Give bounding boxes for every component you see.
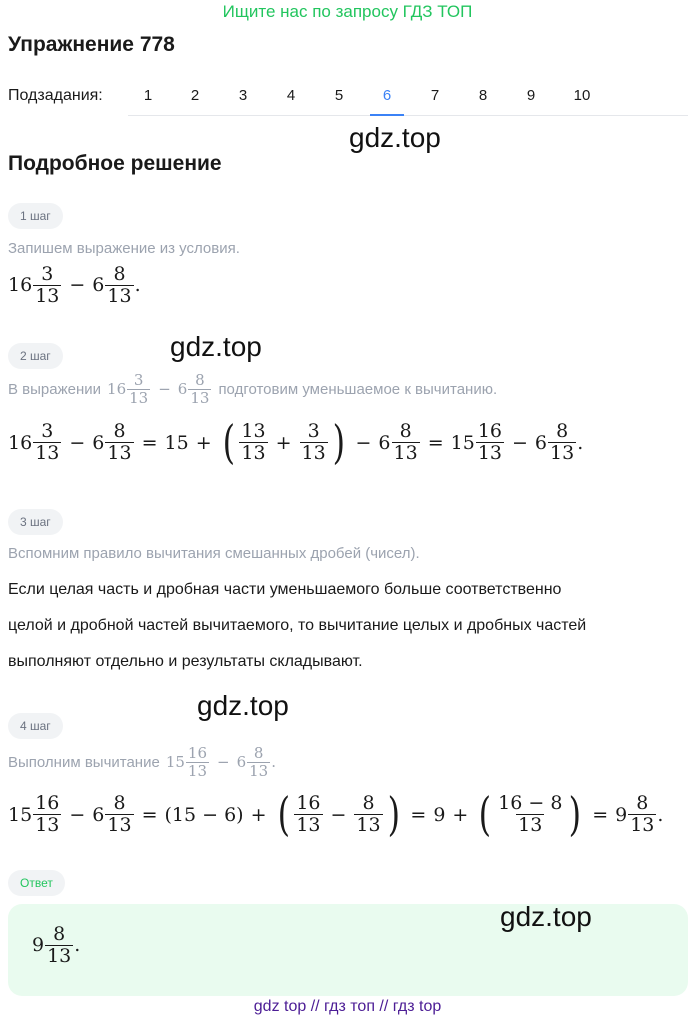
step-4-pill: 4 шаг xyxy=(8,713,63,739)
rule-line: целой и дробной частей вычитаемого, то вычитание целых и дробных частей xyxy=(8,617,587,634)
step-1-pill: 1 шаг xyxy=(8,203,63,229)
step-4-hint: Выполним вычитание 15 $\frac{16}{13}$ − 6 $\frac{8}{13}$ . xyxy=(8,744,276,780)
watermark: gdz.top xyxy=(500,901,592,932)
step-3-rule-text xyxy=(8,572,688,680)
answer-pill: Ответ xyxy=(8,870,65,896)
watermark: gdz.top xyxy=(170,331,262,362)
step-1-hint: Запишем выражение из условия. xyxy=(8,240,240,257)
step-2-pill: 2 шаг xyxy=(8,343,63,369)
watermark: gdz.top xyxy=(349,122,441,153)
footer-links[interactable]: gdz top // гдз топ // гдз top xyxy=(253,998,442,1015)
step-3-pill: 3 шаг xyxy=(8,509,63,535)
subtask-tab-8[interactable]: 8 xyxy=(478,87,488,104)
rule-line: Если целая часть и дробная части уменьшаемого больше соответственно xyxy=(8,581,562,598)
step-3-hint: Вспомним правило вычитания смешанных дробей (чисел). xyxy=(8,545,420,562)
step-4-inline-expression: 15 $\frac{16}{13}$ − 6 $\frac{8}{13}$ . xyxy=(165,744,276,780)
subtask-tab-4[interactable]: 4 xyxy=(286,87,296,104)
subtask-tab-6[interactable]: 6 xyxy=(382,87,392,104)
active-tab-indicator xyxy=(370,114,404,116)
subtasks-nav xyxy=(128,76,688,116)
subtask-tab-7[interactable]: 7 xyxy=(430,87,440,104)
subtask-tab-10[interactable]: 10 xyxy=(573,87,591,104)
subtasks-label: Подзадания: xyxy=(8,87,103,104)
answer-expression: 9 $\frac{8}{13}$ . xyxy=(32,923,81,967)
subtask-tab-3[interactable]: 3 xyxy=(238,87,248,104)
page-title: Упражнение 778 xyxy=(8,33,175,56)
rule-line: выполняют отдельно и результаты складывают. xyxy=(8,653,363,670)
top-banner: Ищите нас по запросу ГДЗ ТОП xyxy=(222,2,473,21)
step-4-expression: 15 $\frac{16}{13}$ − 6 $\frac{8}{13}$ = (15 − 6) + ( $\frac{16}{13}$ − $\frac{8}{13}$ ) = 9 + ( $\frac{16 - 8}{13}$ ) = 9 $\frac{8}{13}$ . xyxy=(8,788,664,841)
subtask-tab-5[interactable]: 5 xyxy=(334,87,344,104)
watermark: gdz.top xyxy=(197,690,289,721)
step-2-inline-expression: 16 $\frac{3}{13}$ − 6 $\frac{8}{13}$ xyxy=(107,371,210,407)
subtask-tab-9[interactable]: 9 xyxy=(526,87,536,104)
subtask-tab-1[interactable]: 1 xyxy=(143,87,153,104)
step-1-expression: 16 $\frac{3}{13}$ − 6 $\frac{8}{13}$ . xyxy=(8,263,141,307)
step-2-hint: В выражении 16 $\frac{3}{13}$ − 6 $\frac{8}{13}$ подготовим уменьшаемое к вычитанию. xyxy=(8,371,498,407)
subtask-tab-2[interactable]: 2 xyxy=(190,87,200,104)
section-title: Подробное решение xyxy=(8,152,222,175)
step-2-expression: 16 $\frac{3}{13}$ − 6 $\frac{8}{13}$ = 15 + ( $\frac{13}{13}$ + $\frac{3}{13}$ ) − 6 $\frac{8}{13}$ = 15 $\frac{16}{13}$ − 6 $\frac{8}{13}$ . xyxy=(8,416,584,469)
